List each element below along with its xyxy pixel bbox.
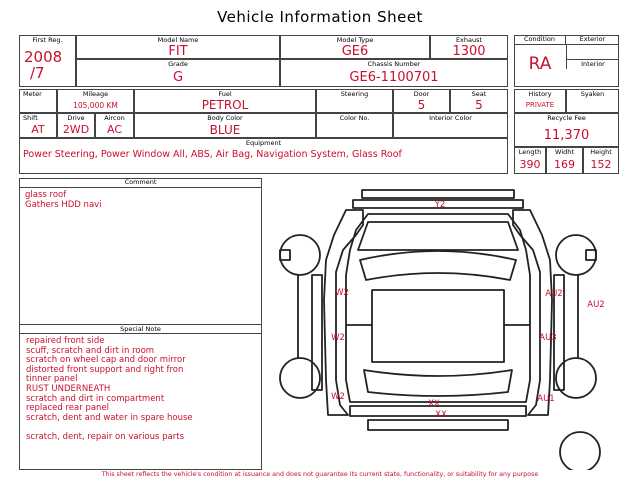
left-side <box>324 210 363 415</box>
interior-label: Interior <box>581 60 605 68</box>
door-value: 5 <box>417 98 426 112</box>
height-label: Height <box>590 148 612 156</box>
body-color-cell <box>134 113 316 138</box>
color-no-label: Color No. <box>339 114 370 122</box>
aircon-label: Aircon <box>104 114 125 122</box>
interior-color-label: Interior Color <box>429 114 472 122</box>
recycle-cell <box>514 113 619 147</box>
mark-au1: AU1 <box>537 394 555 404</box>
note-line: tinner panel <box>26 374 78 385</box>
mark-xx-a: XX <box>428 399 440 409</box>
exhaust-cell <box>430 35 508 59</box>
rear-window <box>364 370 512 396</box>
model-name-value: FIT <box>168 44 188 59</box>
first-reg-month: /7 <box>30 64 45 82</box>
history-cell <box>514 89 566 113</box>
model-type-cell <box>280 35 430 59</box>
roof-interior <box>372 290 504 362</box>
note-line: distorted front support and right fron <box>26 364 184 375</box>
note-line: repaired front side <box>26 336 105 346</box>
recycle-value: 11,370 <box>543 128 590 143</box>
mark-y2: Y2 <box>434 200 446 210</box>
interior-color-cell <box>393 113 508 138</box>
mark-w2-bottom: W2 <box>331 392 345 402</box>
wheel-front-right <box>556 235 596 275</box>
special-note-head <box>19 324 262 334</box>
model-name-cell <box>76 35 280 59</box>
mirror-left <box>280 250 290 260</box>
windshield <box>360 251 516 280</box>
mark-w2-top: W2 <box>335 288 349 298</box>
meter-cell <box>19 89 57 113</box>
door-cell <box>393 89 450 113</box>
fuel-value: PETROL <box>201 98 249 112</box>
fuel-label: Fuel <box>218 90 232 98</box>
drive-label: Drive <box>67 114 85 122</box>
shift-cell <box>19 113 57 138</box>
special-note-label: Special Note <box>120 325 161 333</box>
note-line: RUST UNDERNEATH <box>26 383 111 394</box>
comment-label: Comment <box>124 178 157 186</box>
mark-au3: AU3 <box>539 333 557 343</box>
chassis-value: GE6-1100701 <box>349 70 439 85</box>
width-label: Widht <box>555 148 574 156</box>
mark-au2-top: AU2 <box>545 289 563 299</box>
color-no-cell <box>316 113 393 138</box>
exterior-label: Exterior <box>579 35 606 43</box>
chassis-label: Chassis Number <box>367 60 421 68</box>
grade-cell <box>76 59 280 87</box>
mark-xx-b: XX <box>435 410 447 420</box>
equipment-label: Equipment <box>245 139 282 147</box>
comment-text <box>25 191 255 210</box>
left-side-view <box>312 275 322 390</box>
height-cell <box>583 147 619 174</box>
aircon-value: AC <box>106 123 122 136</box>
note-line: scratch, dent, repair on various parts <box>26 431 185 442</box>
grade-label: Grade <box>168 60 188 68</box>
condition-divider <box>566 45 567 59</box>
note-line: scuff, scratch and dirt in room <box>26 345 155 356</box>
history-value: PRIVATE <box>525 101 555 109</box>
mark-w2-mid: W2 <box>331 333 345 343</box>
body-color-value: BLUE <box>209 123 241 137</box>
mileage-value: 105,000 KM <box>73 101 118 110</box>
wheel-rear-left <box>280 358 320 398</box>
page-title: Vehicle Information Sheet <box>217 8 423 26</box>
seat-cell <box>450 89 508 113</box>
exhaust-label: Exhaust <box>455 36 483 44</box>
grade-value: G <box>172 70 184 85</box>
seat-label: Seat <box>471 90 487 98</box>
comment-line: glass roof <box>25 190 67 200</box>
comment-head <box>19 178 262 188</box>
length-label: Length <box>518 148 542 156</box>
mark-au2-side: AU2 <box>587 300 605 310</box>
wheel-rear-right <box>556 358 596 398</box>
drive-value: 2WD <box>62 123 90 136</box>
history-label: History <box>528 90 552 98</box>
spare-wheel <box>560 432 600 470</box>
width-value: 169 <box>554 158 575 171</box>
chassis-cell <box>280 59 508 87</box>
exterior-head <box>566 35 619 45</box>
body-color-label: Body Color <box>207 114 243 122</box>
length-cell <box>514 147 546 174</box>
mileage-cell <box>57 89 134 113</box>
special-note-text <box>26 337 260 443</box>
model-name-label: Model Name <box>157 36 199 44</box>
interior-head <box>566 59 619 69</box>
syaken-label: Syaken <box>580 90 605 98</box>
condition-head <box>514 35 566 45</box>
first-reg-label: First Reg. <box>32 36 63 44</box>
length-value: 390 <box>519 158 541 171</box>
mileage-label: Mileage <box>82 90 109 98</box>
note-line: scratch on wheel cap and door mirror <box>26 355 186 366</box>
comment-line: Gathers HDD navi <box>25 199 102 210</box>
shift-label: Shift <box>23 114 38 122</box>
condition-label: Condition <box>523 35 556 43</box>
note-line: scratch, dent and water in spare house <box>26 412 193 423</box>
note-line: scratch and dirt in compartment <box>26 393 165 404</box>
model-type-value: GE6 <box>341 44 369 59</box>
drive-cell <box>57 113 95 138</box>
roof-panel <box>362 190 514 198</box>
condition-value: RA <box>528 54 552 74</box>
meter-label: Meter <box>23 90 42 98</box>
rear-bottom <box>368 420 508 430</box>
car-diagram <box>268 180 618 470</box>
equipment-value: Power Steering, Power Window All, ABS, Air Bag, Navigation System, Glass Roof <box>23 149 402 160</box>
model-type-label: Model Type <box>336 36 374 44</box>
steering-label: Steering <box>340 90 369 98</box>
seat-value: 5 <box>475 98 483 112</box>
door-label: Door <box>413 90 430 98</box>
wheel-front-left <box>280 235 320 275</box>
aircon-cell <box>95 113 134 138</box>
width-cell <box>546 147 583 174</box>
syaken-cell <box>566 89 619 113</box>
hood <box>358 222 518 250</box>
body-outline <box>346 214 530 402</box>
footer-disclaimer: This sheet reflects the vehicle's condition at issuance and does not guarantee its current state, functionality, or suitability for any purpose <box>101 471 539 478</box>
fuel-cell <box>134 89 316 113</box>
exhaust-value: 1300 <box>452 44 486 59</box>
equipment-cell <box>19 138 508 174</box>
note-line: replaced rear panel <box>26 403 110 414</box>
shift-value: AT <box>31 123 45 136</box>
mirror-right <box>586 250 596 260</box>
steering-cell <box>316 89 393 113</box>
height-value: 152 <box>590 158 612 171</box>
first-reg-cell <box>19 35 76 87</box>
recycle-label: Recycle Fee <box>547 114 586 122</box>
first-reg-year: 2008 <box>24 48 63 66</box>
